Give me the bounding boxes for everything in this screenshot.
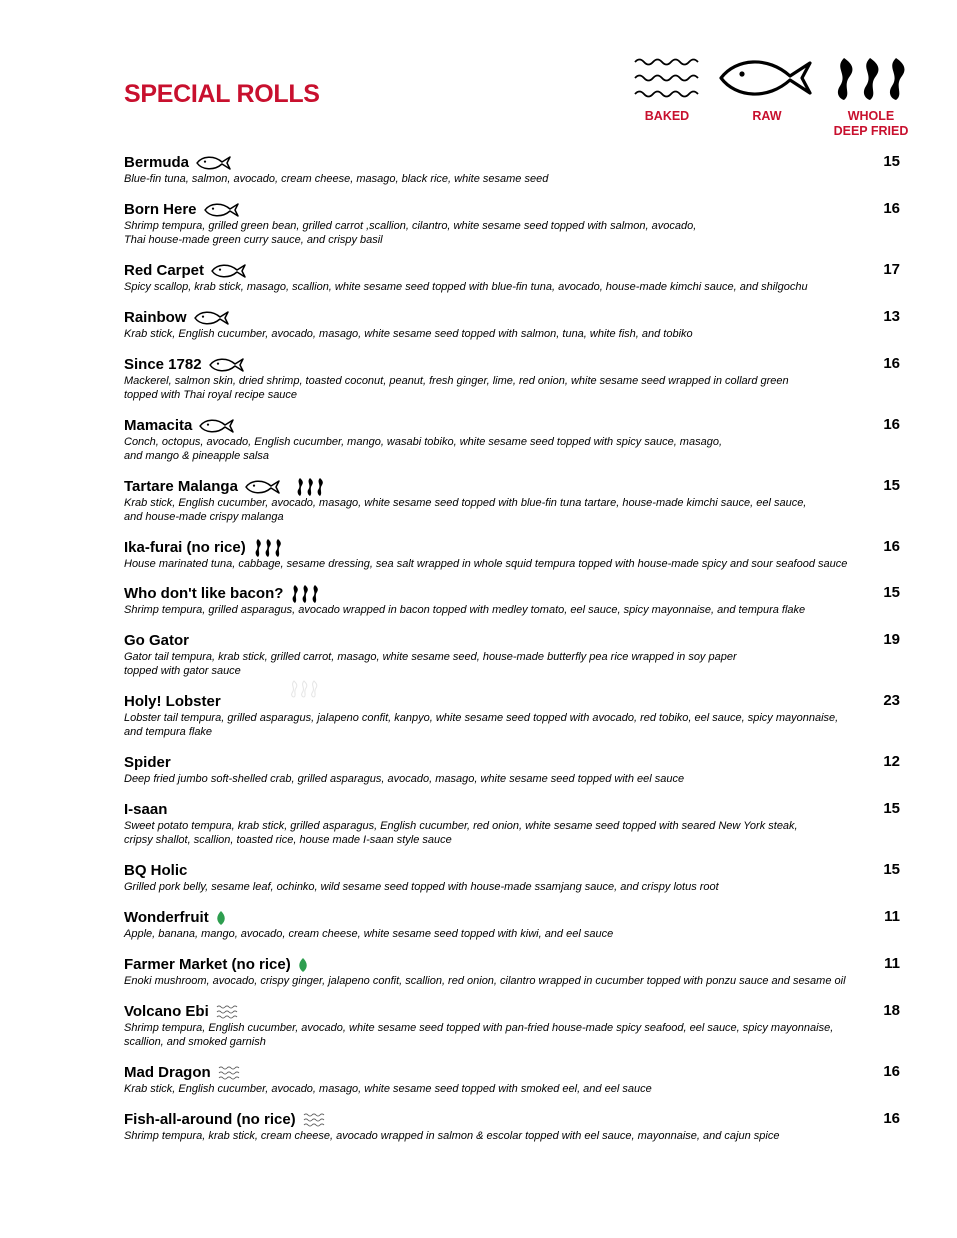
menu-item-header bbox=[124, 261, 900, 280]
menu-item-price: 16 bbox=[883, 416, 900, 433]
deep-fried-flames-icon bbox=[290, 584, 320, 604]
deep-fried-flames-icon bbox=[826, 56, 916, 104]
menu-item-price: 15 bbox=[883, 477, 900, 494]
menu-item-description: Conch, octopus, avocado, English cucumber, mango, wasabi tobiko, white sesame seed topped with spicy sauce, masago, and mango & pineapple salsa bbox=[124, 436, 723, 462]
menu-item-description: Lobster tail tempura, grilled asparagus, jalapeno confit, kanpyo, white sesame seed topped with avocado, red tobiko, eel sauce, spicy mayonnaise, and tempura flake bbox=[124, 712, 839, 738]
menu-item bbox=[124, 692, 900, 739]
menu-item-header bbox=[124, 477, 900, 496]
menu-item bbox=[124, 308, 900, 341]
menu-item-description: Shrimp tempura, English cucumber, avocado, white sesame seed topped with pan-fried house-made spicy seafood, eel sauce, spicy mayonnaise, scallion, and smoked garnish bbox=[124, 1022, 834, 1048]
menu-item-header bbox=[124, 631, 900, 650]
menu-item-price: 13 bbox=[883, 308, 900, 325]
raw-fish-icon bbox=[209, 357, 245, 373]
menu-item-header bbox=[124, 955, 900, 974]
menu-item-icons bbox=[196, 155, 232, 171]
menu-item-description: Krab stick, English cucumber, avocado, masago, white sesame seed topped with salmon, tuna, white fish, and tobiko bbox=[124, 328, 693, 340]
menu-item-description: Shrimp tempura, grilled asparagus, avocado wrapped in bacon topped with medley tomato, eel sauce, spicy mayonnaise, and tempura flake bbox=[124, 604, 806, 616]
menu-item-header bbox=[124, 355, 900, 374]
menu-item-price: 16 bbox=[883, 1063, 900, 1080]
menu-item-header bbox=[124, 908, 900, 927]
menu-item-description: Krab stick, English cucumber, avocado, masago, white sesame seed topped with smoked eel, and eel sauce bbox=[124, 1083, 652, 1095]
menu-item-icons bbox=[204, 202, 240, 218]
menu-item-name: Tartare Malanga bbox=[124, 478, 238, 495]
menu-item-description: Grilled pork belly, sesame leaf, ochinko, wild sesame seed topped with house-made ssamjang sauce, and crispy lotus root bbox=[124, 881, 719, 893]
menu-item-header bbox=[124, 153, 900, 172]
menu-item-price: 12 bbox=[883, 753, 900, 770]
baked-waves-icon bbox=[303, 1112, 327, 1128]
menu-item-icons bbox=[211, 263, 247, 279]
menu-item bbox=[124, 955, 900, 988]
menu-item-description: Enoki mushroom, avocado, crispy ginger, jalapeno confit, scallion, red onion, cilantro wrapped in cucumber topped with ponzu sauce and sesame oil bbox=[124, 975, 846, 987]
raw-fish-icon bbox=[196, 155, 232, 171]
menu-item-name: Spider bbox=[124, 754, 171, 771]
menu-item-price: 23 bbox=[883, 692, 900, 709]
menu-item-description: Deep fried jumbo soft-shelled crab, grilled asparagus, avocado, masago, white sesame seed topped with eel sauce bbox=[124, 773, 685, 785]
menu-item-icons bbox=[209, 357, 245, 373]
menu-item-price: 18 bbox=[883, 1002, 900, 1019]
menu-item-icons bbox=[245, 477, 325, 497]
menu-item bbox=[124, 753, 900, 786]
menu-item-name: Mamacita bbox=[124, 417, 193, 434]
menu-item bbox=[124, 477, 900, 524]
menu-item-name: Ika-furai (no rice) bbox=[124, 539, 246, 556]
menu-item-icons bbox=[303, 1112, 327, 1128]
menu-item-icons bbox=[194, 310, 230, 326]
raw-fish-icon bbox=[204, 202, 240, 218]
menu-item-price: 11 bbox=[884, 955, 900, 972]
menu-item-price: 15 bbox=[883, 800, 900, 817]
menu-item-name: Volcano Ebi bbox=[124, 1003, 209, 1020]
menu-item-name: Who don't like bacon? bbox=[124, 585, 284, 602]
menu-item-icons bbox=[216, 910, 226, 926]
menu-item-icons bbox=[199, 418, 235, 434]
raw-fish-icon bbox=[194, 310, 230, 326]
menu-item-icons bbox=[216, 1004, 240, 1020]
menu-item-description: Apple, banana, mango, avocado, cream cheese, white sesame seed topped with kiwi, and eel sauce bbox=[124, 928, 614, 940]
menu-item-header bbox=[124, 753, 900, 772]
menu-item bbox=[124, 861, 900, 894]
menu-item-icons bbox=[290, 584, 320, 604]
menu-item-price: 16 bbox=[883, 538, 900, 555]
menu-item-name: Born Here bbox=[124, 201, 197, 218]
menu-item-name: Mad Dragon bbox=[124, 1064, 211, 1081]
menu-item-header bbox=[124, 1110, 900, 1129]
legend-label-baked: BAKED bbox=[644, 109, 690, 123]
menu-item-price: 16 bbox=[883, 1110, 900, 1127]
deep-fried-flames-icon bbox=[253, 538, 283, 558]
menu-item bbox=[124, 1063, 900, 1096]
menu-item-description: Shrimp tempura, krab stick, cream cheese, avocado wrapped in salmon & escolar topped with eel sauce, mayonnaise, and cajun spice bbox=[124, 1130, 780, 1142]
menu-item-name: I-saan bbox=[124, 801, 168, 818]
menu-item-name: Since 1782 bbox=[124, 356, 202, 373]
menu-item-price: 15 bbox=[883, 584, 900, 601]
menu-item bbox=[124, 1110, 900, 1143]
menu-item-header bbox=[124, 538, 900, 557]
menu-item-price: 17 bbox=[883, 261, 900, 278]
menu-item-description: Mackerel, salmon skin, dried shrimp, toasted coconut, peanut, fresh ginger, lime, red onion, white sesame seed wrapped in collard green topped with Thai royal recipe sauce bbox=[124, 375, 789, 401]
vegetarian-leaf-icon bbox=[298, 957, 308, 973]
raw-fish-icon bbox=[199, 418, 235, 434]
legend-label-fried: WHOLE DEEP FRIED bbox=[833, 109, 909, 138]
menu-item-name: Bermuda bbox=[124, 154, 190, 171]
menu-item bbox=[124, 355, 900, 402]
menu-item-price: 15 bbox=[883, 153, 900, 170]
menu-item-price: 15 bbox=[883, 861, 900, 878]
menu-item bbox=[124, 1002, 900, 1049]
menu-item-header bbox=[124, 200, 900, 219]
menu-item bbox=[124, 584, 900, 617]
menu-item bbox=[124, 538, 900, 571]
baked-waves-icon bbox=[218, 1065, 242, 1081]
menu-item-description: Spicy scallop, krab stick, masago, scallion, white sesame seed topped with blue-fin tuna, avocado, house-made kimchi sauce, and shilgochu bbox=[124, 281, 808, 293]
legend-label-raw: RAW bbox=[752, 109, 782, 123]
menu-item-header bbox=[124, 1002, 900, 1021]
menu-item-name: Fish-all-around (no rice) bbox=[124, 1111, 296, 1128]
vegetarian-leaf-icon bbox=[216, 910, 226, 926]
menu-item-name: Red Carpet bbox=[124, 262, 205, 279]
menu-item-icons bbox=[298, 957, 308, 973]
menu-item bbox=[124, 416, 900, 463]
menu-item-name: Holy! Lobster bbox=[124, 693, 221, 710]
menu-item-name: Wonderfruit bbox=[124, 909, 209, 926]
menu-item-header bbox=[124, 800, 900, 819]
menu-item bbox=[124, 153, 900, 186]
menu-item-header bbox=[124, 861, 900, 880]
menu-item-header bbox=[124, 1063, 900, 1082]
deep-fried-flames-icon bbox=[295, 477, 325, 497]
menu-item-header bbox=[124, 584, 900, 603]
menu-item-name: BQ Holic bbox=[124, 862, 188, 879]
menu-item-name: Rainbow bbox=[124, 309, 187, 326]
baked-waves-icon bbox=[216, 1004, 240, 1020]
menu-item-name: Farmer Market (no rice) bbox=[124, 956, 291, 973]
menu-item-icons bbox=[218, 1065, 242, 1081]
menu-item-description: House marinated tuna, cabbage, sesame dressing, sea salt wrapped in whole squid tempura topped with house-made spicy and sour seafood sauce bbox=[124, 558, 848, 570]
menu-item-icons bbox=[253, 538, 283, 558]
menu-item bbox=[124, 631, 900, 678]
menu-item-description: Shrimp tempura, grilled green bean, grilled carrot ,scallion, cilantro, white sesame seed topped with salmon, avocado, Thai house-made green curry sauce, and crispy basil bbox=[124, 220, 697, 246]
menu-item-price: 16 bbox=[883, 355, 900, 372]
menu-item-header bbox=[124, 308, 900, 327]
menu-item-price: 16 bbox=[883, 200, 900, 217]
raw-fish-icon bbox=[245, 479, 281, 495]
page-title: SPECIAL ROLLS bbox=[124, 80, 320, 108]
menu-item-name: Go Gator bbox=[124, 632, 190, 649]
menu-item-price: 11 bbox=[884, 908, 900, 925]
baked-waves-icon bbox=[628, 56, 706, 104]
menu-item-description: Gator tail tempura, krab stick, grilled carrot, masago, white sesame seed, house-made butterfly pea rice wrapped in soy paper topped with gator sauce bbox=[124, 651, 737, 677]
menu-item-header bbox=[124, 416, 900, 435]
raw-fish-icon bbox=[211, 263, 247, 279]
raw-fish-icon bbox=[718, 56, 816, 104]
menu-item-description: Krab stick, English cucumber, avocado, masago, white sesame seed topped with blue-fin tuna tartare, house-made kimchi sauce, eel sauce, and house-made crispy malanga bbox=[124, 497, 807, 523]
menu-item bbox=[124, 200, 900, 247]
menu-item-description: Sweet potato tempura, krab stick, grilled asparagus, English cucumber, red onion, white sesame seed topped with seared New York steak, cripsy shallot, scallion, toasted rice, house made I-saan style sauce bbox=[124, 820, 798, 846]
menu-item-header bbox=[124, 692, 900, 711]
menu-item-price: 19 bbox=[883, 631, 900, 648]
menu-item bbox=[124, 800, 900, 847]
menu-item bbox=[124, 261, 900, 294]
menu-item bbox=[124, 908, 900, 941]
menu-item-description: Blue-fin tuna, salmon, avocado, cream cheese, masago, black rice, white sesame seed bbox=[124, 173, 549, 185]
